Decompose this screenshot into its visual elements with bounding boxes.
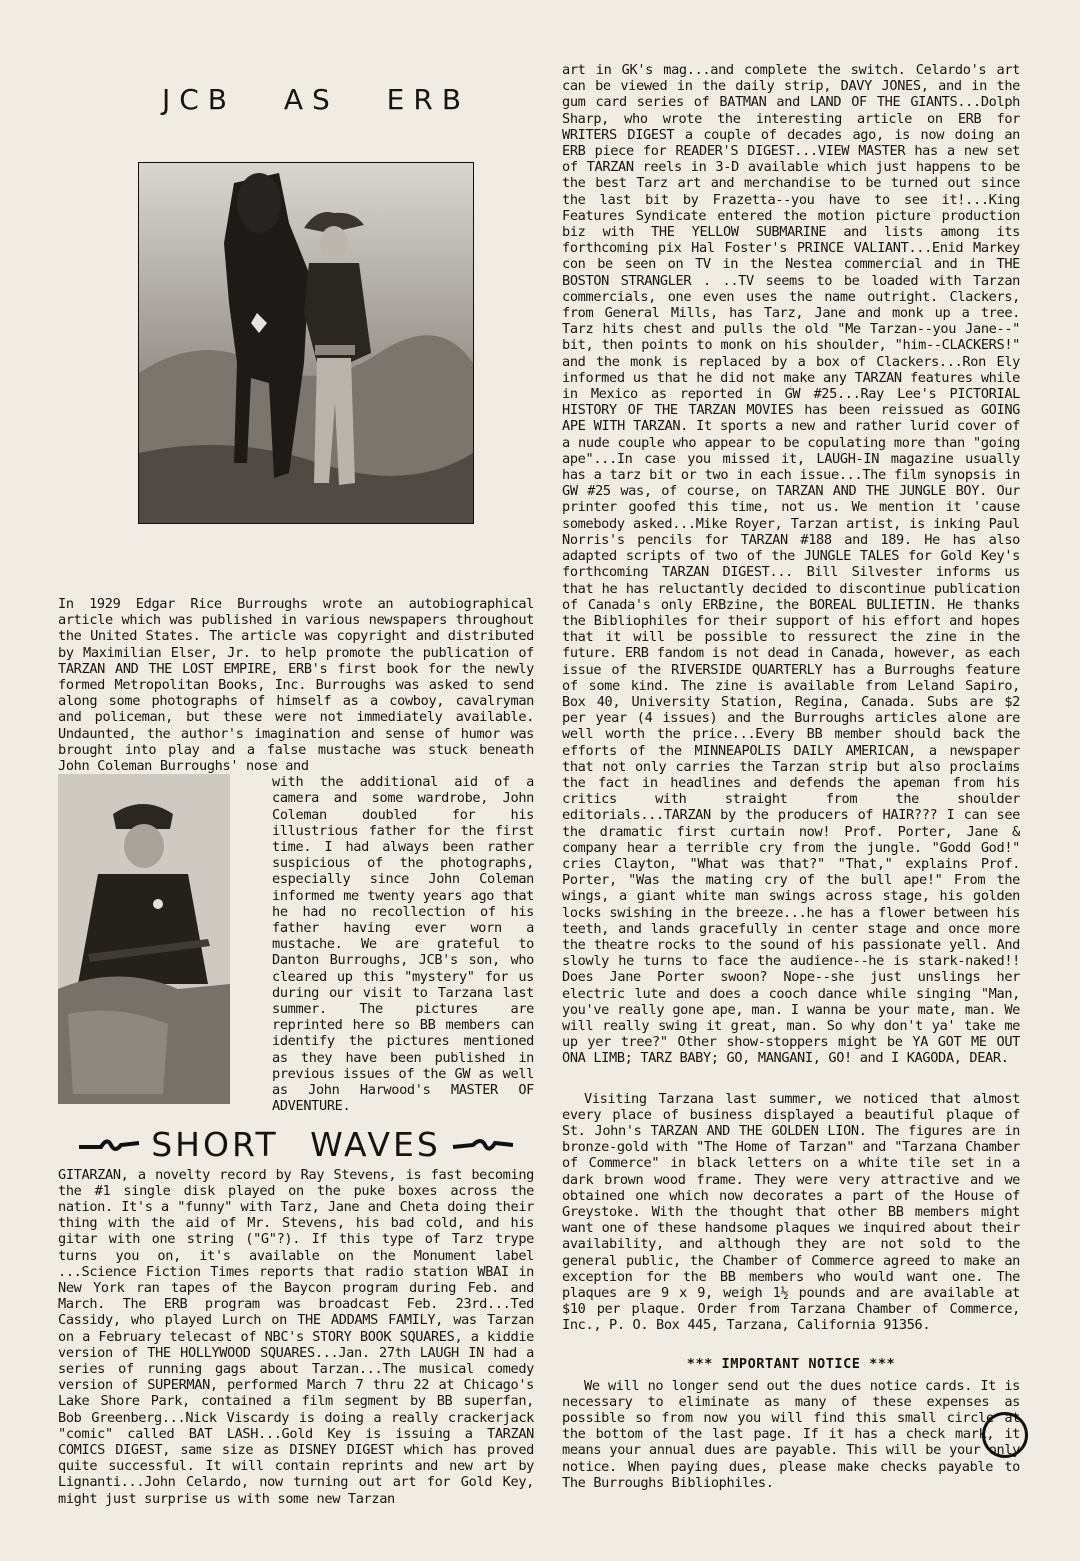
left-column bbox=[58, 58, 534, 1548]
policeman-photo bbox=[58, 774, 230, 1104]
notice-block bbox=[562, 1378, 1020, 1491]
notice-paragraph: We will no longer send out the dues notice cards. It is necessary to eliminate as many of these expenses as possible so from now you will find this small circle at the bottom of the last page. If it has a check mark, it means your annual dues are payable. This will be your only notice. When paying dues, please make checks payable to The Burroughs Bibliophiles. bbox=[562, 1377, 1020, 1491]
dues-check-circle bbox=[982, 1412, 1028, 1458]
right-column bbox=[562, 62, 1020, 1552]
policeman-photo-image bbox=[58, 774, 230, 1104]
cavalryman-photo bbox=[138, 162, 474, 524]
short-waves-paragraph: GITARZAN, a novelty record by Ray Stevens, is fast becoming the #1 single disk played on the puke boxes across the nation. It's a "funny" with Tarz, Jane and Cheta doing their thing with the aid of Mr. Stevens, his bad cold, and his gitar with one string ("G"?). If this type of Tarz trype turns you on, it's available on the Monument label ...Science Fiction Times reports that radio station WBAI in New York ran tapes of the Baycon program during Feb. and March. The ERB program was broadcast Feb. 23rd...Ted Cassidy, who played Lurch on THE ADDAMS FAMILY, was Tarzan on a February telecast of NBC's STORY BOOK SQUARES, a kiddie version of THE HOLLYWOOD SQUARES...Jan. 27th LAUGH IN had a series of running gags about Tarzan...The musical comedy version of SUPERMAN, performed March 7 thru 22 at Chicago's Lake Shore Park, contained a film segment by BB superfan, Bob Greenberg...Nick Viscardy is doing a really crackerjack "comic" called BAT LASH...Gold Key is issuing a TARZAN COMICS DIGEST, same size as DISNEY DIGEST which has proved quite successful. It will contain reprints and new art by Lignanti...John Celardo, now turning out art for Gold Key, might just surprise us with some new Tarzan bbox=[58, 1166, 534, 1507]
short-waves-heading: SHORT WAVES bbox=[151, 1125, 441, 1164]
intro-wrapped-paragraph: with the additional aid of a camera and some wardrobe, John Coleman doubled for his illustrious father for the first time. I had always been rather suspicious of the photographs, especially since John Coleman informed me twenty years ago that he had no recollection of his father having ever worn a mustache. We are grateful to Danton Burroughs, JCB's son, who cleared up this "mystery" for us during our visit to Tarzana last summer. The pictures are reprinted here so BB members can identify the pictures mentioned as they have been published in previous issues of the GW as well as John Harwood's MASTER OF ADVENTURE. bbox=[272, 774, 534, 1115]
page-title: JCB AS ERB bbox=[161, 83, 471, 116]
short-waves-continued-paragraph: art in GK's mag...and complete the switch. Celardo's art can be viewed in the daily strip, DAVY JONES, and in the gum card series of BATMAN and LAND OF THE GIANTS...Dolph Sharp, who wrote the interesting article on ERB for WRITERS DIGEST a couple of decades ago, is now doing an ERB piece for READER'S DIGEST...VIEW MASTER has a new set of TARZAN reels in 3-D available which just happens to be the best Tarz art and merchandise to be turned out since the last bit by Frazetta--you have to see it!...King Features Syndicate entered the motion picture production biz with THE YELLOW SUBMARINE and lists among its forthcoming pix Hal Foster's PRINCE VALIANT...Enid Markey con be seen on TV in the Nestea commercial and in THE BOSTON STRANGLER . ..TV seems to be loaded with Tarzan commercials, one even uses the name outright. Clackers, from General Mills, has Tarz, Jane and monk up a tree. Tarz hits chest and pulls the old "Me Tarzan--you Jane--" bit, then points to monk on his shoulder, "him--CLACKERS!" and the monk is replaced by a box of Clackers...Ron Ely informed us that he did not make any TARZAN features while in Mexico as reported in GW #25...Ray Lee's PICTORIAL HISTORY OF THE TARZAN MOVIES has been reissued as GOING APE WITH TARZAN. It sports a new and rather lurid cover of a nude couple who appear to be copulating more than "going ape"...In case you missed it, LAUGH-IN magazine usually has a tarz bit or two in each issue...The film synopsis in GW #25 was, of course, on TARZAN AND THE JUNGLE BOY. Our printer goofed this time, not us. We mention it 'cause somebody asked...Mike Royer, Tarzan artist, is inking Paul Norris's pencils for TARZAN #188 and 189. He has also adapted scripts of two of the JUNGLE TALES for Gold Key's forthcoming TARZAN DIGEST... Bill Silvester informs us that he has reluctantly decided to discontinue publication of Canada's only ERBzine, the BOREAL BULIETIN. He thanks the Bibliophiles for their support of his effort and hopes that it will be possible to ressurect the zine in the future. ERB fandom is not dead in Canada, however, as each issue of the RIVERSIDE QUARTERLY has a Burroughs feature of some kind. The zine is available from Leland Sapiro, Box 40, University Station, Regina, Canada. Subs are $2 per year (4 issues) and the Burroughs articles alone are well worth the price...Every BB member should back the efforts of the MINNEAPOLIS DAILY AMERICAN, a newspaper that not only carries the Tarzan strip but also proclaims the fact in headlines and defends the apeman from his critics with straight from the shoulder editorials...TARZAN by the producers of HAIR??? I can see the dramatic first curtain now! Prof. Porter, Jane & company hear a terrible cry from the jungle. "Godd God!" cries Clayton, "What was that?" "That," explains Prof. Porter, "Was the mating cry of the bull ape!" From the wings, a giant white man swings across stage, his golden locks swishing in the breeze...he has a flower between his teeth, and lands gracefully in center stage and once more the theatre rocks to the sound of his passionate yell. And slowly he turns to face the audience--he is stark-naked!! Does Jane Porter swoon? Nope--she just unslings her electric lute and does a cooch dance while singing "Man, you've really gone ape, man. I wanna be your mate, man. We will really swing it great, man. So why don't ya' take me up yer tree?" Other show-stoppers might be YA GOT ME OUT ONA LIMB; TARZ BABY; GO, MANGANI, GO! and I KAGODA, DEAR. bbox=[562, 62, 1020, 1067]
squiggle-right-icon bbox=[451, 1133, 515, 1157]
plaque-paragraph: Visiting Tarzana last summer, we noticed that almost every place of business displayed a beautiful plaque of St. John's TARZAN AND THE GOLDEN LION. The figures are in bronze-gold with "The Home of Tarzan" and "Tarzana Chamber of Commerce" in black letters on a white tile set in a dark brown wood frame. They were very attractive and we obtained one which now decorates a part of the House of Greystoke. With the thought that other BB members might want one of these handsome plaques we inquired about their availability, and although they are not sold to the general public, the Chamber of Commerce agreed to make an exception for the BB members who would want one. The plaques are 9 x 9, weigh 1½ pounds and are available at $10 per plaque. Order from Tarzana Chamber of Commerce, Inc., P. O. Box 445, Tarzana, California 91356. bbox=[562, 1090, 1020, 1334]
important-notice-heading: *** IMPORTANT NOTICE *** bbox=[686, 1355, 896, 1372]
short-waves-header bbox=[58, 1123, 534, 1167]
cavalryman-photo-image bbox=[139, 163, 473, 523]
intro-paragraph: In 1929 Edgar Rice Burroughs wrote an autobiographical article which was published in various newspapers throughout the United States. The article was copyright and distributed by Maximilian Elser, Jr. to help promote the publication of TARZAN AND THE LOST EMPIRE, ERB's first book for the newly formed Metropolitan Books, Inc. Burroughs was asked to send along some photographs of himself as a cowboy, cavalryman and policeman, but these were not immediately available. Undaunted, the author's imagination and sense of humor was brought into play and a false mustache was stuck beneath John Coleman Burroughs' nose and bbox=[58, 596, 534, 775]
squiggle-left-icon bbox=[77, 1133, 141, 1157]
